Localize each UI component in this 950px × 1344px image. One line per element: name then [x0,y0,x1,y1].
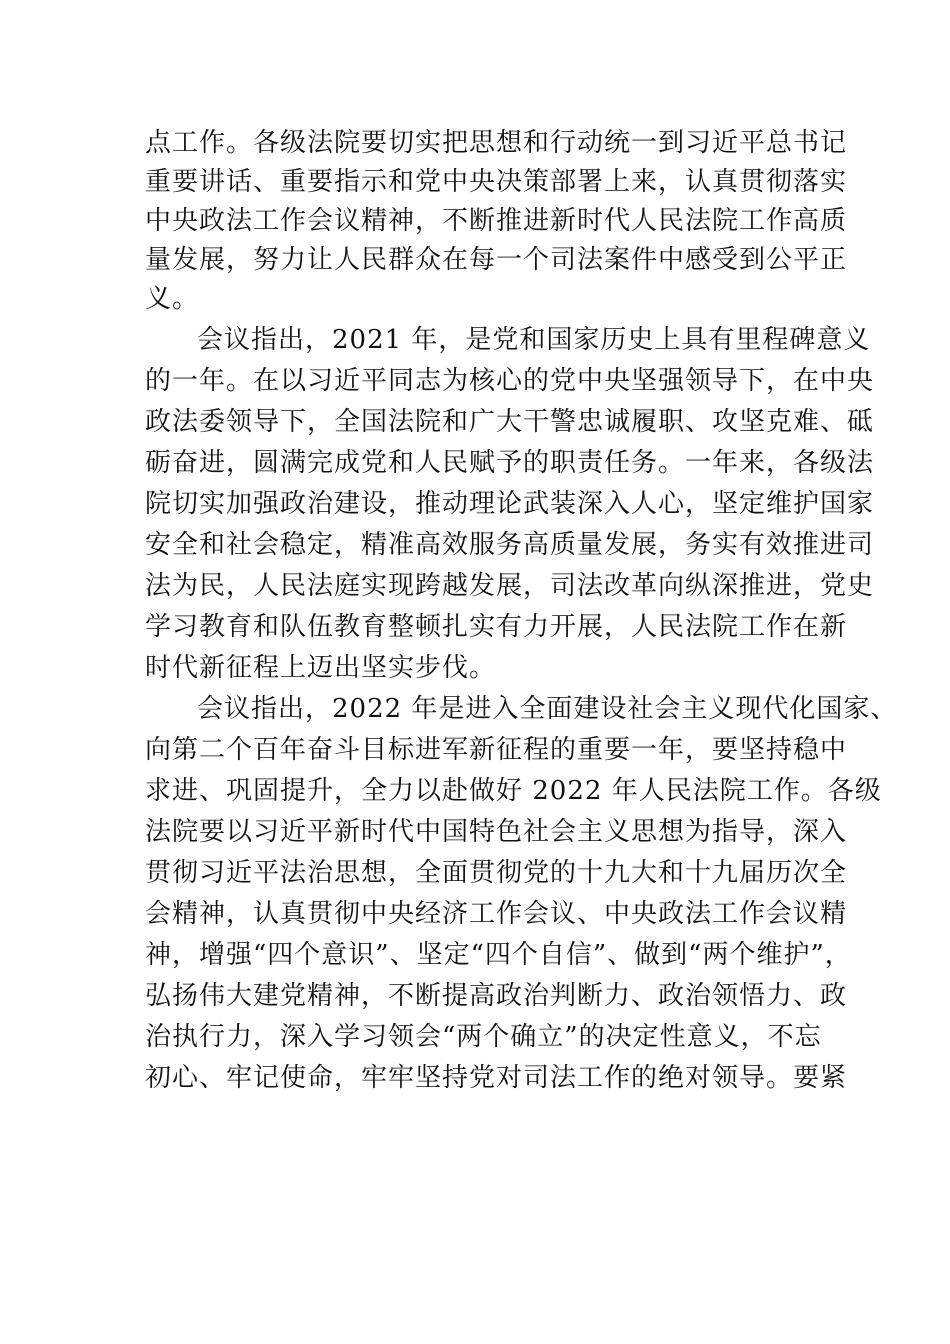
text-line: 神，增强“四个意识”、坚定“四个自信”、做到“两个维护”， [145,940,852,970]
text-line: 时代新征程上迈出坚实步伐。 [145,653,497,683]
text-line: 院切实加强政治建设，推动理论武装深入人心，坚定维护国家 [145,489,875,519]
text-line: 的一年。在以习近平同志为核心的党中央坚强领导下，在中央 [145,366,875,396]
text-line: 贯彻习近平法治思想，全面贯彻党的十九大和十九届历次全 [145,858,848,888]
text-line: 重要讲话、重要指示和党中央决策部署上来，认真贯彻落实 [145,167,848,197]
text-line: 向第二个百年奋斗目标进军新征程的重要一年，要坚持稳中 [145,735,848,765]
text-line: 安全和社会稳定，精准高效服务高质量发展，务实有效推进司 [145,530,875,560]
text-line: 义。 [145,284,200,314]
text-line: 法为民，人民法庭实现跨越发展，司法改革向纵深推进，党史 [145,571,875,601]
text-line: 初心、牢记使命，牢牢坚持党对司法工作的绝对领导。要紧 [145,1063,848,1093]
text-line: 量发展，努力让人民群众在每一个司法案件中感受到公平正 [145,245,848,275]
text-line: 法院要以习近平新时代中国特色社会主义思想为指导，深入 [145,817,848,847]
text-line: 砺奋进，圆满完成党和人民赋予的职责任务。一年来，各级法 [145,448,875,478]
text-line: 求进、巩固提升，全力以赴做好 2022 年人民法院工作。各级 [145,776,882,806]
text-line: 会精神，认真贯彻中央经济工作会议、中央政法工作会议精 [145,899,848,929]
text-line: 学习教育和队伍教育整顿扎实有力开展，人民法院工作在新 [145,612,848,642]
text-line: 政法委领导下，全国法院和广大干警忠诚履职、攻坚克难、砥 [145,407,875,437]
text-line: 点工作。各级法院要切实把思想和行动统一到习近平总书记 [145,128,848,158]
paragraph-first-line: 会议指出，2021 年，是党和国家历史上具有里程碑意义 [197,325,871,355]
text-line: 治执行力，深入学习领会“两个确立”的决定性意义，不忘 [145,1022,822,1052]
text-line: 弘扬伟大建党精神，不断提高政治判断力、政治领悟力、政 [145,981,848,1011]
paragraph-first-line: 会议指出，2022 年是进入全面建设社会主义现代化国家、 [197,694,898,724]
text-line: 中央政法工作会议精神，不断推进新时代人民法院工作高质 [145,206,848,236]
